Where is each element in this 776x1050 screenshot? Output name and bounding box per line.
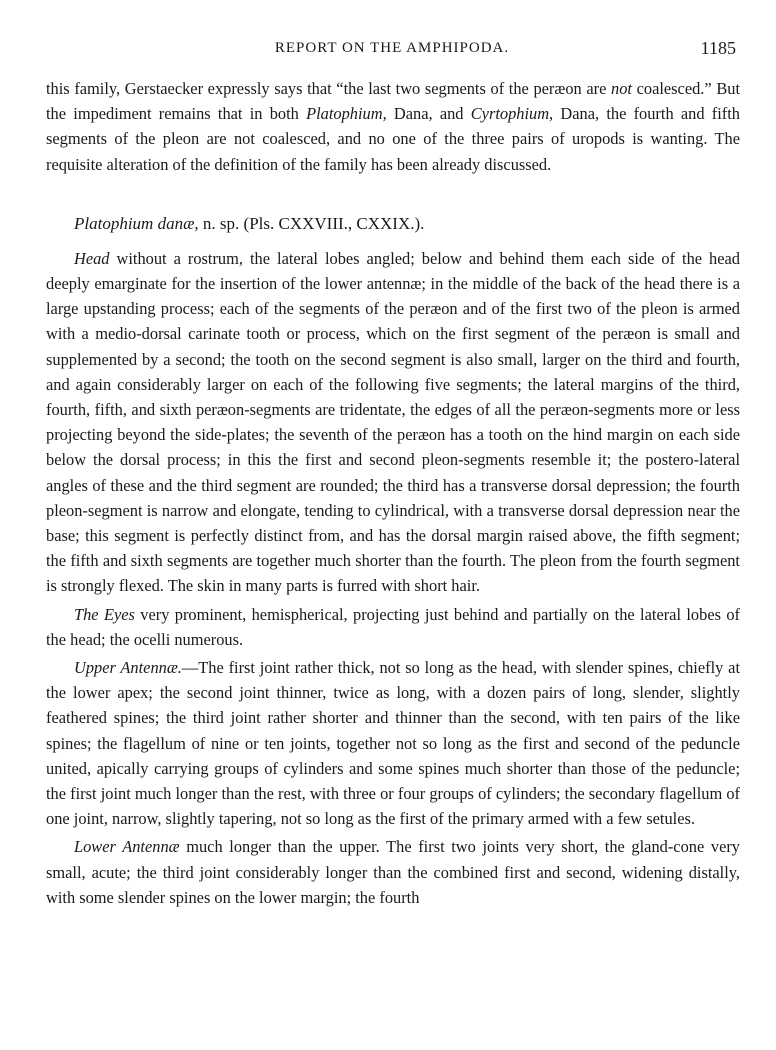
intro-paragraph: this family, Gerstaecker expressly says that “the last two segments of the peræon are not coalesced.” But the impediment remains that in both Platophium, Dana, and Cyrtophium, Dana, the fourth and fifth segments of the pleon are not coalesced, and no one of the three pairs of uropods is wanting. The requisite alteration of the definition of the family has been already discussed. [46, 79, 741, 174]
eyes-term: The Eyes [74, 604, 135, 624]
head-paragraph: Head without a rostrum, the lateral lobes angled; below and behind them each side of the head deeply emarginate for the insertion of the lower antennæ; in the middle of the back of the head there is a large upstanding process; each of the segments of the peræon and of the first two of the pleon is armed with a medio-dorsal carinate tooth or process, which on the first segment of the peræon is small and supplemented by a second; the tooth on the second segment is also small, larger on the third and fourth, and again considerably larger on each of the following five segments; the lateral margins of the third, fourth, fifth, and sixth peræon-segments are tridentate, the edges of all the peræon-segments more or less projecting beyond the side-plates; the seventh of the peræon has a tooth on the hind margin on each side below the dorsal process; in this the first and second pleon-segments resemble it; the postero-lateral angles of these and the third segment are rounded; the third has a transverse dorsal depression; the fourth pleon-segment is narrow and elongate, tending to cylindrical, with a transverse dorsal depression near the base; this segment is perfectly distinct from, and has the dorsal margin raised above, the fifth segment; the fifth and sixth segments are together much shorter than the fourth. The pleon from the fourth segment is strongly flexed. The skin in many parts is furred with short hair. [46, 248, 740, 596]
body-text [46, 76, 740, 910]
species-heading: Platophium danæ, n. sp. (Pls. CXXVIII., CXXIX.). [74, 213, 425, 233]
lower-antennae-term: Lower Antennæ [74, 837, 180, 857]
upper-antennae-paragraph: Upper Antennæ.—The first joint rather thick, not so long as the head, with slender spines, chiefly at the lower apex; the second joint thinner, twice as long, with a dozen pairs of long, slender, slightly feathered spines; the third joint rather shorter and thinner than the second, with ten pairs of the like spines; the flagellum of nine or ten joints, together not so long as the first and second of the peduncle united, apically carrying groups of cylinders and some spines much shorter than those of the peduncle; the first joint much longer than the rest, with three or four groups of cylinders; the secondary flagellum of one joint, narrow, slightly tapering, not so long as the first of the primary armed with a few setules. [46, 658, 740, 829]
upper-antennae-term: Upper Antennæ. [74, 658, 182, 678]
lower-antennae-paragraph: Lower Antennæ much longer than the upper. The first two joints very short, the gland-cone very small, acute; the third joint considerably longer than the combined first and second, widening distally, with some slender spines on the lower margin; the fourth [46, 837, 740, 907]
head-term: Head [74, 248, 110, 268]
species-name: Platophium danæ, [74, 213, 199, 233]
page-header [48, 40, 736, 64]
running-head: REPORT ON THE AMPHIPODA. [274, 40, 510, 56]
eyes-paragraph: The Eyes very prominent, hemispherical, projecting just behind and partially on the lateral lobes of the head; the ocelli numerous. [46, 604, 741, 649]
page-number: 1185 [700, 38, 736, 58]
